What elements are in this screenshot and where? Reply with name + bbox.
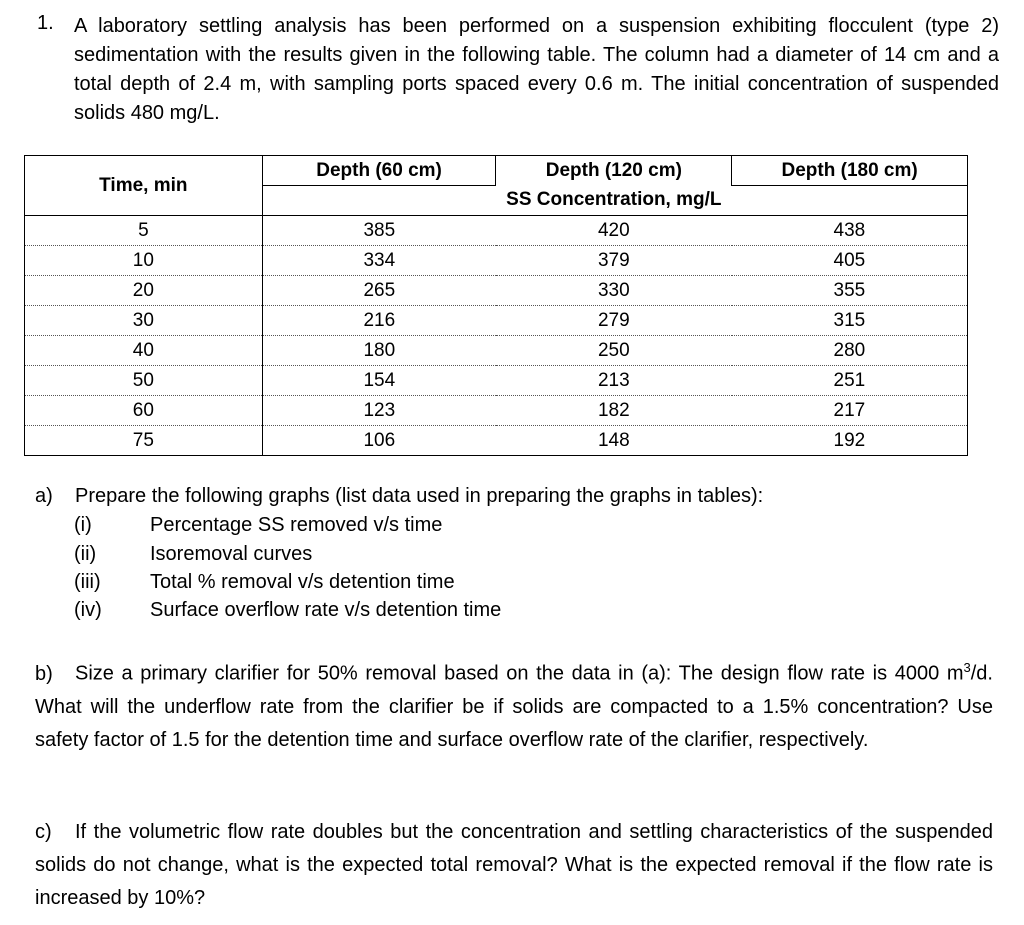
depth-120-cell: 213: [496, 366, 732, 396]
table-header-row: [25, 156, 968, 186]
subheader-spacer: [262, 186, 496, 216]
depth-180-cell: 405: [732, 246, 968, 276]
question-number: 1.: [37, 12, 54, 34]
part-c-label: c): [35, 821, 52, 843]
settling-data-table: [24, 155, 968, 456]
depth-120-cell: 250: [496, 336, 732, 366]
time-cell: 40: [25, 336, 263, 366]
item-text: Surface overflow rate v/s detention time: [150, 599, 502, 621]
depth-60-cell: 216: [262, 306, 496, 336]
depth-180-cell: 251: [732, 366, 968, 396]
depth-120-cell: 182: [496, 396, 732, 426]
table-row: [25, 366, 968, 396]
item-number: (i): [74, 514, 92, 536]
item-number: (iv): [74, 599, 102, 621]
depth-180-cell: 280: [732, 336, 968, 366]
depth-120-header: Depth (120 cm): [496, 156, 732, 186]
part-a-intro: [35, 482, 763, 511]
part-b-label: b): [35, 662, 53, 685]
time-cell: 10: [25, 246, 263, 276]
depth-60-cell: 123: [262, 396, 496, 426]
depth-180-cell: 315: [732, 306, 968, 336]
table-row: [25, 306, 968, 336]
item-number: (ii): [74, 543, 97, 565]
depth-60-cell: 385: [262, 216, 496, 246]
time-cell: 50: [25, 366, 263, 396]
depth-120-cell: 379: [496, 246, 732, 276]
depth-60-cell: 334: [262, 246, 496, 276]
depth-60-cell: 180: [262, 336, 496, 366]
part-b-text-1: Size a primary clarifier for 50% removal based on the data in (a): The design flow rate is 4000 m: [75, 662, 964, 685]
part-b-paragraph: [35, 651, 993, 757]
table-row: [25, 216, 968, 246]
subheader-spacer: [732, 186, 968, 216]
depth-180-cell: 438: [732, 216, 968, 246]
table-row: [25, 426, 968, 456]
table-row: [25, 246, 968, 276]
time-cell: 30: [25, 306, 263, 336]
part-b-text-2: /d. What will the underflow rate from the clarifier be if solids are compacted to a 1.5% concentration? Use safety factor of 1.5 for the detention time and surface overflow rate of the clarifier, respectively.: [35, 662, 993, 751]
depth-60-header: Depth (60 cm): [262, 156, 496, 186]
depth-180-header: Depth (180 cm): [732, 156, 968, 186]
time-cell: 20: [25, 276, 263, 306]
table-row: [25, 336, 968, 366]
depth-60-cell: 106: [262, 426, 496, 456]
table-row: [25, 396, 968, 426]
part-a-text: Prepare the following graphs (list data used in preparing the graphs in tables):: [75, 485, 764, 507]
depth-120-cell: 420: [496, 216, 732, 246]
depth-60-cell: 154: [262, 366, 496, 396]
part-a-label: a): [35, 485, 53, 507]
ss-concentration-header: SS Concentration, mg/L: [496, 186, 732, 216]
time-column-header: Time, min: [25, 156, 263, 216]
depth-180-cell: 217: [732, 396, 968, 426]
depth-120-cell: 279: [496, 306, 732, 336]
problem-statement: A laboratory settling analysis has been performed on a suspension exhibiting flocculent (type 2) sedimentation with the results given in the following table. The column had a diameter of 14 cm and a total depth of 2.4 m, with sampling ports spaced every 0.6 m. The initial concentration of suspended solids 480 mg/L.: [74, 15, 999, 124]
depth-120-cell: 330: [496, 276, 732, 306]
time-cell: 75: [25, 426, 263, 456]
item-text: Total % removal v/s detention time: [150, 571, 455, 593]
part-c-text: If the volumetric flow rate doubles but the concentration and settling characteristics of the suspended solids do not change, what is the expected total removal? What is the expected removal if the flow rate is increased by 10%?: [35, 821, 993, 909]
table-body: [25, 216, 968, 456]
item-text: Percentage SS removed v/s time: [150, 514, 443, 536]
depth-180-cell: 355: [732, 276, 968, 306]
depth-180-cell: 192: [732, 426, 968, 456]
depth-60-cell: 265: [262, 276, 496, 306]
part-c-paragraph: [35, 816, 993, 915]
table-row: [25, 276, 968, 306]
time-cell: 60: [25, 396, 263, 426]
time-cell: 5: [25, 216, 263, 246]
item-number: (iii): [74, 571, 101, 593]
superscript-3: 3: [963, 660, 971, 675]
item-text: Isoremoval curves: [150, 543, 313, 565]
depth-120-cell: 148: [496, 426, 732, 456]
